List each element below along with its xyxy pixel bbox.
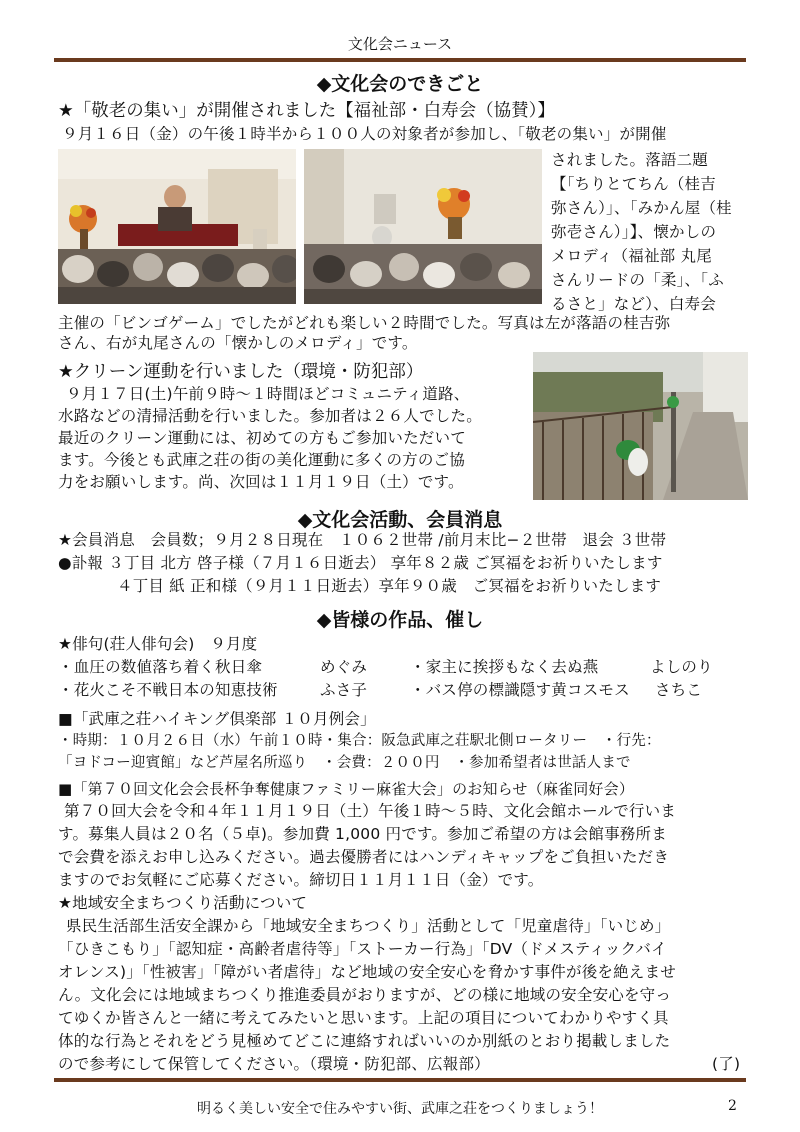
article-line: るさと」など）、白寿会 [551, 295, 716, 313]
mahjong-line: 第７０回大会を令和４年１１月１９日（土）午後１時～５時、文化会館ホールで行いま [64, 802, 676, 820]
photo-melody [304, 149, 542, 304]
mahjong-line: ますのでお気軽にご応募ください。締切日１１月１１日（金）です。 [58, 871, 544, 889]
hiking-heading: ■「武庫之荘ハイキング倶楽部 １０月例会」 [58, 710, 376, 728]
haiku-author: めぐみ [320, 658, 368, 676]
mahjong-heading: ■「第７０回文化会会長杯争奪健康ファミリー麻雀大会」のお知らせ（麻雀同好会） [58, 780, 635, 798]
safety-line: 体的な行為とそれをどう見極めてどこに連絡すればいいのか別紙のとおり掲載しました [58, 1032, 671, 1050]
page-number: 2 [728, 1098, 737, 1114]
obituary: ４丁目 紙 正和様（９月１１日逝去）享年９０歳 ご冥福をお祈りいたします [117, 577, 662, 595]
safety-line: ので参考にして保管してください。（環境・防犯部、広報部） [58, 1055, 490, 1073]
end-mark: (了) [712, 1055, 741, 1073]
safety-line: てゆくか皆さんと一緒に考えてみたいと思います。上記の項目についてわかりやすく具 [58, 1009, 669, 1027]
haiku-heading: ★俳句(荘人俳句会) ９月度 [58, 635, 258, 653]
section-title-events: ◆文化会のできごと [316, 73, 484, 95]
haiku-poem: ・家主に挨拶もなく去ぬ燕 [410, 658, 599, 676]
newsletter-title: 文化会ニュース [347, 35, 453, 53]
mahjong-line: で会費を添えお申し込みください。過去優勝者にはハンディキャップをご負担いただき [58, 848, 670, 866]
haiku-poem: ・バス停の標識隠す黄コスモス [410, 681, 630, 699]
haiku-author: よしのり [650, 658, 713, 676]
article-line: ます。今後とも武庫之荘の街の美化運動に多くの方のご協 [58, 451, 465, 469]
article-line: メロディ（福祉部 丸尾 [551, 247, 712, 265]
article-line: 最近のクリーン運動には、初めての方もご参加いただいて [58, 429, 466, 447]
safety-line: オレンス)」「性被害」「障がい者虐待」など地域の安全安心を脅かす事件が後を絶えませ [58, 963, 676, 981]
hiking-line: 「ヨドコー迎賓館」など芦屋名所巡り ・会費：２００円 ・参加希望者は世話人まで [58, 755, 631, 771]
haiku-poem: ・血圧の数値落ち着く秋日傘 [58, 658, 263, 676]
hiking-line: ・時期：１０月２６日（水）午前１０時・集合：阪急武庫之荘駅北側ロータリー ・行先： [58, 733, 661, 749]
article-line: されました。落語二題 [551, 151, 709, 169]
article-line: さんリードの「柔」、「ふ [551, 271, 724, 289]
obituary: ●訃報 ３丁目 北方 啓子様（７月１６日逝去） 享年８２歳 ご冥福をお祈りいたします [58, 554, 663, 572]
footer-slogan: 明るく美しい安全で住みやすい街、武庫之荘をつくりましょう！ [197, 1101, 603, 1117]
section-title-activities: ◆文化会活動、会員消息 [297, 509, 503, 531]
header-rule [54, 58, 746, 62]
photo-rakugo [58, 149, 296, 304]
article-line: 弥壱さん）」】、懐かしの [551, 223, 717, 241]
haiku-poem: ・花火こそ不戦日本の知恵技術 [58, 681, 278, 699]
footer-rule [54, 1078, 746, 1082]
article-line: ９月１６日（金）の午後１時半から１００人の対象者が参加し、「敬老の集い」が開催 [62, 125, 667, 143]
haiku-author: ふさ子 [320, 681, 368, 699]
member-news: ★会員消息 会員数；９月２８日現在 １０６２世帯 /前月末比−２世帯 退会 ３世帯 [58, 531, 667, 549]
safety-line: ん。文化会には地域まちつくり推進委員がおりますが、どの様に地域の安全安心を守っ [58, 986, 672, 1004]
article-line: さん、右が丸尾さんの「懐かしのメロディ」です。 [58, 334, 418, 352]
article-line: 弥さん）」、「みかん屋（桂 [551, 199, 732, 217]
safety-line: 「ひきこもり」「認知症・高齢者虐待等」「ストーカー行為」「DV（ドメスティックバイ [58, 940, 667, 958]
article-line: 力をお願いします。尚、次回は１１月１９日（土）です。 [58, 473, 464, 491]
safety-line: 県民生活部生活安全課から「地域安全まちつくり」活動として「児童虐待」「いじめ」 [66, 917, 671, 935]
section-title-works: ◆皆様の作品、催し [316, 609, 484, 631]
article-line: 主催の「ビンゴゲーム」でしたがどれも楽しい２時間でした。写真は左が落語の桂吉弥 [58, 314, 671, 332]
haiku-author: さちこ [655, 681, 703, 699]
article-heading-cleanup: ★クリーン運動を行いました（環境・防犯部） [58, 362, 424, 382]
photo-cleanup [533, 352, 748, 500]
article-heading-respect-elderly: ★「敬老の集い」が開催されました【福祉部・白寿会（協賛）】 [58, 101, 555, 121]
safety-heading: ★地域安全まちつくり活動について [58, 894, 308, 912]
article-line: ９月１７日(土)午前９時～１時間ほどコミュニティ道路、 [66, 385, 470, 403]
article-line: 水路などの清掃活動を行いました。参加者は２６人でした。 [58, 407, 482, 425]
article-line: 【「ちりとてちん（桂吉 [551, 175, 716, 193]
mahjong-line: す。募集人員は２０名（５卓)。参加費 1,000 円です。参加ご希望の方は会館事務所ま [58, 825, 667, 843]
